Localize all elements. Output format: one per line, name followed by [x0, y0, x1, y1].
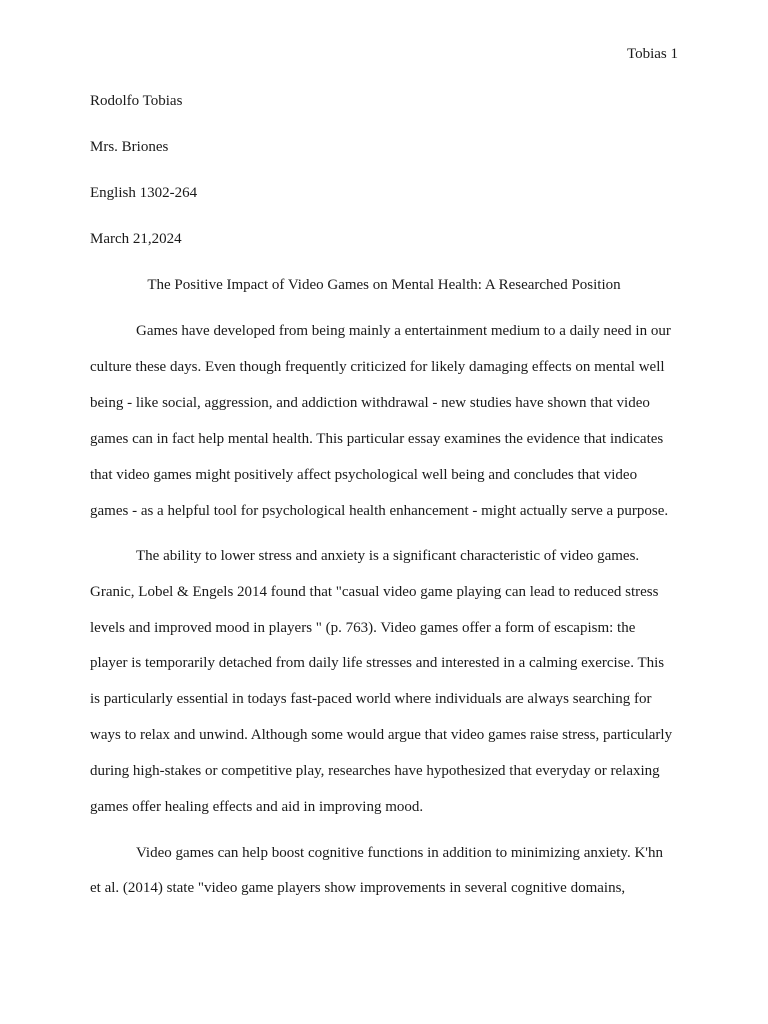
paragraph-line: is particularly essential in todays fast-paced world where individuals are always searching for [90, 691, 652, 707]
paragraph-line: et al. (2014) state "video game players show improvements in several cognitive domains, [90, 880, 626, 896]
instructor-name: Mrs. Briones [90, 139, 169, 155]
running-head: Tobias 1 [626, 46, 678, 62]
paragraph-line: games offer healing effects and aid in improving mood. [90, 799, 424, 815]
paragraph-line: Video games can help boost cognitive functions in addition to minimizing anxiety. K'hn [136, 845, 663, 861]
paragraph-line: Games have developed from being mainly a entertainment medium to a daily need in our [136, 323, 671, 339]
paragraph-line: Granic, Lobel & Engels 2014 found that "casual video game playing can lead to reduced stress [90, 584, 659, 600]
paragraph-line: games - as a helpful tool for psychological health enhancement - might actually serve a purpose. [90, 503, 669, 519]
paragraph-line: ways to relax and unwind. Although some would argue that video games raise stress, particularly [90, 727, 673, 743]
paragraph-line: The ability to lower stress and anxiety is a significant characteristic of video games. [136, 548, 640, 564]
paragraph-line: during high-stakes or competitive play, researches have hypothesized that everyday or relaxing [90, 763, 660, 779]
paragraph-line: culture these days. Even though frequently criticized for likely damaging effects on mental well [90, 359, 665, 375]
student-name: Rodolfo Tobias [90, 93, 183, 109]
course-name: English 1302-264 [90, 185, 198, 201]
date-line: March 21,2024 [90, 231, 182, 247]
paragraph-line: player is temporarily detached from daily life stresses and interested in a calming exercise. This [90, 655, 665, 671]
paragraph-line: that video games might positively affect psychological well being and concludes that video [90, 467, 638, 483]
paragraph-line: being - like social, aggression, and addiction withdrawal - new studies have shown that video [90, 395, 650, 411]
paragraph-line: games can in fact help mental health. This particular essay examines the evidence that indicates [90, 431, 664, 447]
essay-title: The Positive Impact of Video Games on Mental Health: A Researched Position [147, 277, 621, 293]
paragraph-line: levels and improved mood in players " (p. 763). Video games offer a form of escapism: the [90, 620, 636, 636]
